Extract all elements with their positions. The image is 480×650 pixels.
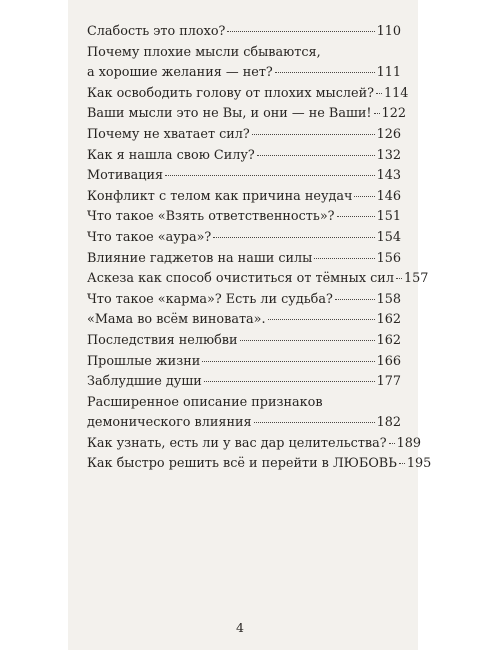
toc-entry-title: Почему не хватает сил?	[87, 126, 250, 142]
toc-entry	[87, 310, 401, 331]
toc-entry-title: демонического влияния	[87, 415, 252, 431]
toc-entry	[87, 434, 422, 455]
toc-entry-page: 126	[376, 126, 401, 142]
toc-entry	[87, 454, 432, 475]
toc-entry-page: 166	[376, 353, 401, 369]
toc-entry-title: Заблудшие души	[87, 374, 202, 390]
toc-entry	[87, 22, 401, 43]
toc-entry-title: Слабость это плохо?	[87, 24, 226, 39]
toc-entry	[87, 393, 401, 414]
toc-entry	[87, 413, 401, 434]
toc-entry	[87, 352, 401, 373]
dot-leader	[396, 278, 402, 279]
toc-entry	[87, 84, 409, 105]
toc-entry-title: Как узнать, есть ли у вас дар целительства?	[87, 435, 387, 451]
toc-entry-page: 114	[384, 85, 409, 101]
dot-leader	[227, 31, 374, 32]
toc-entry-page: 156	[376, 250, 401, 266]
toc-entry-page: 143	[376, 168, 401, 184]
toc-entry	[87, 125, 401, 146]
toc-entry	[87, 187, 401, 208]
toc-entry-page: 162	[376, 312, 401, 328]
dot-leader	[165, 175, 374, 176]
toc-entry	[87, 166, 401, 187]
toc-entry-page: 154	[376, 229, 401, 245]
toc-entry-page: 132	[376, 147, 401, 163]
toc-entry	[87, 331, 401, 352]
toc-entry-title: Мотивация	[87, 168, 164, 184]
toc-entry	[87, 249, 401, 270]
toc-entry-title: Почему плохие мысли сбываются,	[87, 44, 321, 60]
dot-leader	[275, 72, 375, 73]
toc-entry-page: 151	[376, 209, 401, 225]
toc-entry	[87, 290, 401, 311]
toc-entry-page: 182	[376, 415, 401, 431]
toc-entry-title: Как быстро решить всё и перейти в ЛЮБОВЬ	[87, 456, 397, 472]
toc-entry-page: 122	[381, 106, 406, 122]
dot-leader	[376, 93, 382, 94]
dot-leader	[213, 237, 374, 238]
dot-leader	[254, 422, 375, 423]
page-number: 4	[236, 620, 244, 635]
table-of-contents	[87, 22, 432, 475]
toc-entry	[87, 269, 429, 290]
dot-leader	[252, 134, 375, 135]
toc-entry-page: 162	[376, 332, 401, 348]
toc-entry-title: Аскеза как способ очиститься от тёмных сил	[87, 271, 394, 287]
toc-entry-page: 158	[376, 291, 401, 307]
toc-entry	[87, 372, 401, 393]
dot-leader	[399, 463, 405, 464]
toc-entry-title: Конфликт с телом как причина неудач	[87, 188, 353, 204]
toc-entry-title: Прошлые жизни	[87, 353, 201, 369]
dot-leader	[354, 196, 374, 197]
toc-entry-title: Ваши мысли это не Вы, и они — не Ваши!	[87, 106, 372, 122]
toc-entry-title: Что такое «Взять ответственность»?	[87, 209, 335, 225]
toc-entry-page: 110	[376, 24, 401, 39]
toc-entry-title: Расширенное описание признаков	[87, 394, 323, 410]
toc-entry	[87, 104, 406, 125]
toc-entry-title: а хорошие желания — нет?	[87, 65, 273, 81]
toc-entry-title: Что такое «карма»? Есть ли судьба?	[87, 291, 333, 307]
toc-entry	[87, 146, 401, 167]
dot-leader	[389, 443, 395, 444]
toc-entry-title: Как освободить голову от плохих мыслей?	[87, 85, 374, 101]
dot-leader	[335, 299, 375, 300]
toc-entry-title: Последствия нелюбви	[87, 332, 238, 348]
toc-entry-title: «Мама во всём виновата».	[87, 312, 266, 328]
dot-leader	[204, 381, 375, 382]
dot-leader	[240, 340, 375, 341]
dot-leader	[374, 113, 380, 114]
toc-entry-title: Влияние гаджетов на наши силы	[87, 250, 313, 266]
dot-leader	[268, 319, 375, 320]
dot-leader	[337, 216, 375, 217]
toc-entry-page: 157	[403, 271, 429, 287]
dot-leader	[202, 361, 374, 362]
dot-leader	[257, 155, 375, 156]
toc-entry	[87, 228, 401, 249]
dot-leader	[314, 258, 374, 259]
toc-entry	[87, 43, 401, 64]
toc-entry-page: 195	[406, 456, 432, 472]
toc-entry-page: 177	[376, 374, 401, 390]
toc-entry-title: Как я нашла свою Силу?	[87, 147, 255, 163]
toc-entry-page: 111	[376, 65, 401, 81]
toc-entry-page: 146	[376, 188, 401, 204]
toc-entry-page: 189	[396, 435, 422, 451]
toc-entry-title: Что такое «аура»?	[87, 229, 212, 245]
toc-entry	[87, 63, 401, 84]
toc-entry	[87, 207, 401, 228]
